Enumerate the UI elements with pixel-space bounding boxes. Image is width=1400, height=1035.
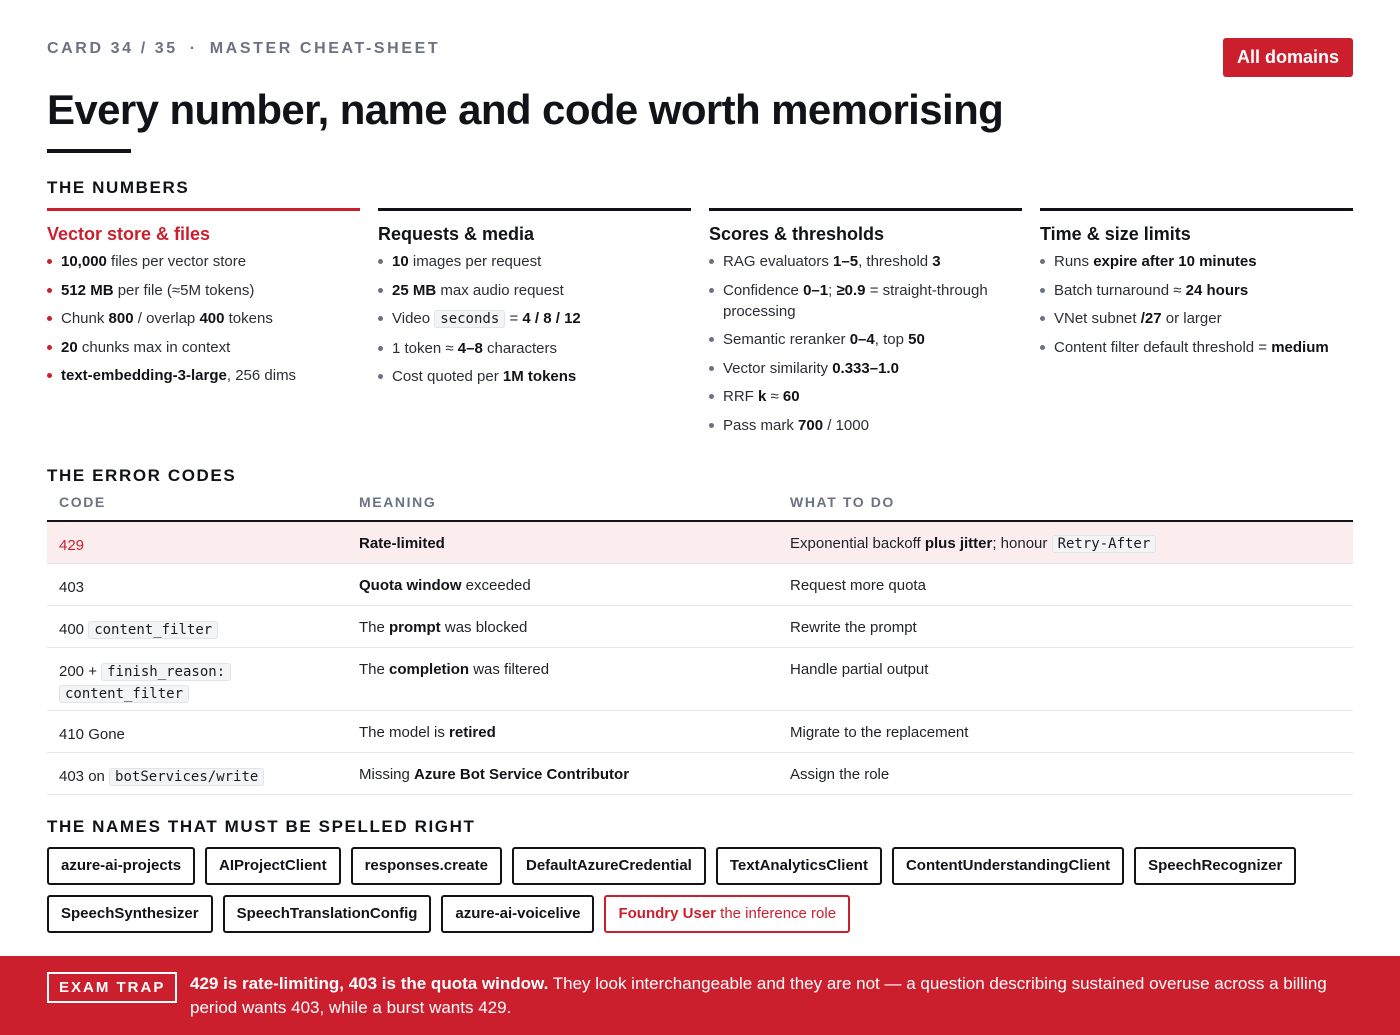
exam-trap-badge: EXAM TRAP <box>47 972 177 1003</box>
list-item: Cost quoted per 1M tokens <box>378 366 691 387</box>
list-item: Confidence 0–1; ≥0.9 = straight-through processing <box>709 280 1022 322</box>
name-chip: SpeechSynthesizer <box>47 895 213 933</box>
name-chip: AIProjectClient <box>205 847 341 885</box>
all-domains-button[interactable]: All domains <box>1223 38 1353 77</box>
separator: · <box>189 40 198 57</box>
table-row: 200 + finish_reason: content_filter The completion was filtered Handle partial output <box>47 648 1353 711</box>
numbers-column-vector <box>47 208 360 443</box>
table-header <box>47 494 1353 522</box>
inline-code: Retry-After <box>1052 535 1157 553</box>
numbers-grid <box>47 208 1353 443</box>
list-item: RRF k ≈ 60 <box>709 386 1022 407</box>
list-item: Chunk 800 / overlap 400 tokens <box>47 308 360 329</box>
name-chip: azure-ai-voicelive <box>441 895 594 933</box>
error-codes-table <box>47 494 1353 795</box>
numbers-column-time <box>1040 208 1353 443</box>
card-counter: CARD 34 / 35 <box>47 40 178 57</box>
list-item: text-embedding-3-large, 256 dims <box>47 365 360 386</box>
inline-code: seconds <box>434 310 505 328</box>
name-chip: DefaultAzureCredential <box>512 847 706 885</box>
name-chip: ContentUnderstandingClient <box>892 847 1124 885</box>
list-item: 25 MB max audio request <box>378 280 691 301</box>
exam-trap-text: 429 is rate-limiting, 403 is the quota window. They look interchangeable and they are not — a question describing sustained overuse across a billing period wants 403, while a burst wants 429. <box>190 974 1327 1017</box>
table-row: 403 on botServices/write Missing Azure Bot Service Contributor Assign the role <box>47 753 1353 795</box>
column-header-todo: WHAT TO DO <box>790 494 895 510</box>
inline-code: botServices/write <box>109 768 264 786</box>
page-title: Every number, name and code worth memorising <box>47 86 1004 133</box>
list-item: Batch turnaround ≈ 24 hours <box>1040 280 1353 301</box>
list-item: Pass mark 700 / 1000 <box>709 415 1022 436</box>
section-heading-names: THE NAMES THAT MUST BE SPELLED RIGHT <box>47 817 476 836</box>
list-item: 1 token ≈ 4–8 characters <box>378 338 691 359</box>
table-row: 403 Quota window exceeded Request more quota <box>47 564 1353 606</box>
section-heading-errors: THE ERROR CODES <box>47 466 237 485</box>
table-row: 400 content_filter The prompt was blocked Rewrite the prompt <box>47 606 1353 648</box>
name-chip: azure-ai-projects <box>47 847 195 885</box>
column-title: Vector store & files <box>47 224 211 244</box>
numbers-column-requests <box>378 208 691 443</box>
list-item: 20 chunks max in context <box>47 337 360 358</box>
column-header-meaning: MEANING <box>359 494 437 510</box>
column-header-code: CODE <box>59 494 106 510</box>
list-item: Semantic reranker 0–4, top 50 <box>709 329 1022 350</box>
inline-code: content_filter <box>88 621 218 639</box>
name-chip: responses.create <box>351 847 502 885</box>
column-title: Requests & media <box>378 224 535 244</box>
inline-code: content_filter <box>59 685 189 703</box>
column-title: Scores & thresholds <box>709 224 885 244</box>
list-item: Vector similarity 0.333–1.0 <box>709 358 1022 379</box>
name-chip-highlight: Foundry User the inference role <box>604 895 850 933</box>
inline-code: finish_reason: <box>101 663 231 681</box>
numbers-column-scores <box>709 208 1022 443</box>
name-chip: TextAnalyticsClient <box>716 847 882 885</box>
list-item: Content filter default threshold = medium <box>1040 337 1353 358</box>
list-item: 10,000 files per vector store <box>47 251 360 272</box>
table-row: 429 Rate-limited Exponential backoff plus jitter; honour Retry-After <box>47 522 1353 564</box>
names-chip-list <box>47 847 1367 933</box>
list-item: RAG evaluators 1–5, threshold 3 <box>709 251 1022 272</box>
breadcrumb <box>47 40 440 58</box>
list-item: 10 images per request <box>378 251 691 272</box>
list-item: Video seconds = 4 / 8 / 12 <box>378 308 691 330</box>
exam-trap-banner <box>0 956 1400 1035</box>
section-heading-numbers: THE NUMBERS <box>47 178 190 197</box>
list-item: 512 MB per file (≈5M tokens) <box>47 280 360 301</box>
table-row: 410 Gone The model is retired Migrate to the replacement <box>47 711 1353 753</box>
name-chip: SpeechRecognizer <box>1134 847 1296 885</box>
kicker: MASTER CHEAT-SHEET <box>209 40 441 57</box>
name-chip: SpeechTranslationConfig <box>223 895 432 933</box>
list-item: Runs expire after 10 minutes <box>1040 251 1353 272</box>
column-title: Time & size limits <box>1040 224 1191 244</box>
title-divider <box>47 149 131 153</box>
list-item: VNet subnet /27 or larger <box>1040 308 1353 329</box>
